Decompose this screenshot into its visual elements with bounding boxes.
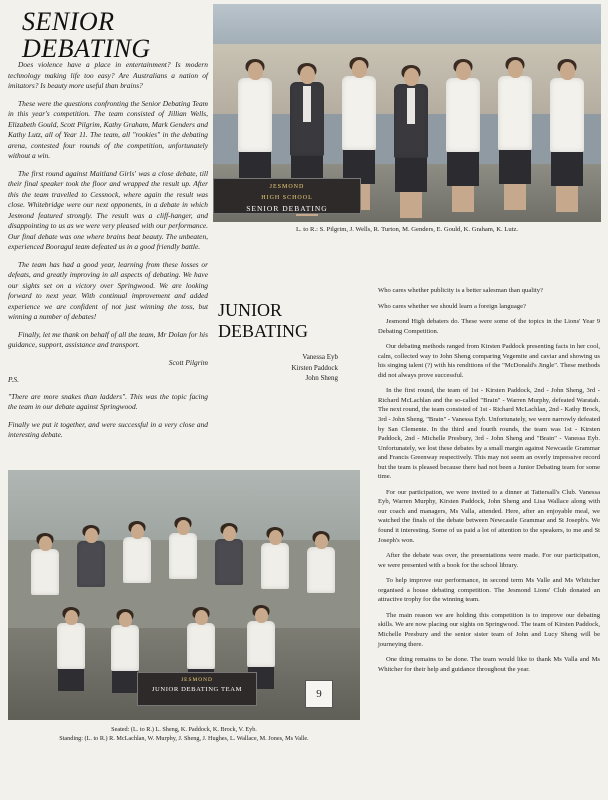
person-head [177,520,190,535]
senior-heading-line1: SENIOR [22,7,115,36]
person-head [315,534,328,549]
person-head [269,530,282,545]
person-head [255,608,268,623]
plaque-team-name: JUNIOR DEBATING TEAM [151,686,243,693]
person-body [342,76,376,150]
person-head [352,60,367,78]
photo-person [547,62,587,212]
person-skirt [447,152,479,186]
person-head [508,60,523,78]
junior-photo-names [8,726,360,744]
person-legs [400,192,422,218]
senior-paragraph: Does violence have a place in entertainment? Is modern technology making life too easy? Are Australians a nation of imitators? Is beauty more useful than brains? [8,60,208,91]
person-body [169,533,197,579]
senior-ps-paragraph: Finally we put it together, and were successful in a very close and interesting debate. [8,419,208,440]
plaque-school-name: JESMOND [181,677,213,683]
person-skirt [499,150,531,184]
junior-author: Vanessa Eyb [302,353,338,361]
senior-paragraph: These were the questions confronting the Senior Debating Team in this year's competition. The team consisted of Jillian Wells, Elizabeth Gould, Scott Pilgrim, Kathy Graham, Mark Genders and Kathy Lutz, all of Year 11. The team, all "rookies" in the debating arena, contested four rounds of the competition, unfortunately without a win. [8,98,208,161]
person-legs [452,186,474,212]
person-body [77,541,105,587]
plaque-team-name: SENIOR DEBATING [246,204,328,213]
junior-paragraph: To help improve our performance, in second term Ms Valle and Ms Whitcher organised a house debating competition. The Jesmond Lions' Club donated an attractive trophy for the winning team. [378,577,600,604]
person-body [187,623,215,669]
photo-person [212,526,246,585]
junior-paragraph: In the first round, the team of 1st - Kirsten Paddock, 2nd - John Sheng, 3rd - Richard McLachlan and the so-called "Brain" - Warren Murphy, defeated Waratah. The next round, the team consisted of 1st - Richard McLachlan, 2nd - Kathy Brock, 3rd - John Sheng, "Brain" - Vanessa Eyb. Unfortunately, we were narrowly defeated by San Clemente. In the third and fourth rounds, the team was 1st - Kirsten Paddock, 2nd - Michelle Presbury, 3rd - John Sheng and "Brain" - Vanessa Eyb. Unfortunately, we lost these debates by a small margin against Newcastle Grammar and Francis Greenway respectively. This may not seem an overly impressive record but the team is pleased because there had not been a Junior Debating team for some time. [378,387,600,481]
person-head [39,536,52,551]
senior-paragraph: The team has had a good year, learning from these losses or defeats, and greatly improving in all aspects of debating. We have our sights set on a victory over Springwood. We are looking forward to next year. With continual improvement and added experience we are confident of not just winning the toss, but winning a number of debates! [8,259,208,322]
photo-person [28,536,62,595]
senior-photo-names: L. to R.: S. Pilgrim, J. Wells, R. Turton, M. Genders, E. Gould, K. Graham, K. Lutz. [295,226,519,233]
person-head [131,524,144,539]
page-number: 9 [305,680,333,708]
person-body [247,621,275,667]
person-body [550,78,584,152]
junior-photo-names-seated: Seated: (L. to R.) L. Sheng, K. Paddock, K. Brock, V. Eyb. [111,726,257,733]
photo-person [258,530,292,589]
person-body [111,625,139,671]
person-body [31,549,59,595]
senior-paragraph: The first round against Maitland Girls' was a close debate, till their final speaker took the floor and wrapped the result up. After this the team travelled to Cessnock, where again the result was close. Whitebridge were our next opponents, in a debate in which Jesmond featured strongly. The result was a cliff-hanger, and disappointing to us as we were very pleased with our performance. Our final debate was one where brains beat beauty. The unbeaten, experienced Booragul team defeated us in a good friendly battle. [8,168,208,252]
junior-author: Kirsten Paddock [291,363,338,372]
person-skirt [112,671,138,693]
photo-person [166,520,200,579]
photo-person [120,524,154,583]
person-head [85,528,98,543]
senior-ps-paragraph: "There are more snakes than ladders". This was the topic facing the team in our debate against Springwood. [8,391,208,412]
plaque-school-name: JESMOND [269,184,305,190]
junior-author: John Sheng [305,374,338,382]
photo-person-seated [54,610,88,691]
person-head [223,526,236,541]
person-head [560,62,575,80]
person-head [300,66,315,84]
person-skirt [395,158,427,192]
junior-paragraph: Who cares whether publicity is a better salesman than quality? [378,287,543,294]
junior-paragraph: Our debating methods ranged from Kirsten Paddock presenting facts in her cool, calm, collected way to John Sheng comparing Vegemite and caviar and showing us his singing talent (?) with his renditions of the "McDonald's Jingle". These methods did not always prove successful. [378,343,600,379]
person-head [248,62,263,80]
senior-heading-line2: DEBATING [22,34,151,64]
person-body [261,543,289,589]
photo-person [74,528,108,587]
photo-person [443,62,483,212]
person-legs [556,186,578,212]
senior-debating-heading [22,8,212,63]
person-legs [504,184,526,210]
senior-debating-article [8,60,208,448]
junior-debating-article [378,286,600,680]
person-body [307,547,335,593]
person-head [119,612,132,627]
person-head [195,610,208,625]
junior-heading-line2: DEBATING [218,320,308,341]
person-body [123,537,151,583]
person-body [290,82,324,156]
junior-author-names [218,352,338,384]
person-body [215,539,243,585]
person-body [238,78,272,152]
junior-paragraph: After the debate was over, the presentations were made. For our participation, we were presented with a book for the school library. [378,552,600,569]
plaque-school-type: HIGH SCHOOL [261,195,313,201]
junior-paragraph: Jesmond High debaters do. These were some of the topics in the Lions' Year 9 Debating Competition. [378,318,600,335]
junior-paragraph: Who cares whether we should learn a foreign language? [378,302,526,310]
person-head [65,610,78,625]
junior-paragraph: One thing remains to be done. The team would like to thank Ms Valla and Ms Whitcher for their help and guidance throughout the year. [378,656,600,673]
photo-person [304,534,338,593]
junior-photo-names-standing: Standing: (L. to R.) R. McLachlan, W. Murphy, J. Sheng, J. Hughes, L. Wallace, M. Jones, Ms Valle. [59,734,309,742]
senior-paragraph: Finally, let me thank on behalf of all the team, Mr Dolan for his guidance, support, assistance and transport. [8,329,208,350]
junior-paragraph: The main reason we are holding this competition is to improve our debating skills. We are now placing our sights on Springwood. The team of Kirsten Paddock, Michelle Presbury and the senior sister team of John and Lucy Sheng will be journeying there. [378,611,600,648]
person-body [57,623,85,669]
junior-paragraph: For our participation, we were invited to a dinner at Tattersall's Club. Vanessa Eyb, Warren Murphy, Kirsten Paddock, John Sheng and Lisa Wallace along with our coach and managers, Ms Valla, attended. Here, after an enjoyable meal, we watched the finals of the debate between Newcastle Grammar and St Joseph's. We found it interesting. Some of us paid a lot of attention to the speakers, to me and St Joseph's won. [378,488,600,544]
photo-person [495,60,535,210]
senior-ps-label: P.S. [8,375,19,385]
person-body [498,76,532,150]
person-skirt [58,669,84,691]
junior-debating-heading [218,300,338,341]
person-body [446,78,480,152]
person-head [456,62,471,80]
person-skirt [551,152,583,186]
person-body [394,84,428,158]
person-head [404,68,419,86]
senior-signature: Scott Pilgrim [168,357,208,367]
senior-photo-caption-plaque [213,178,361,214]
photo-person [391,68,431,218]
junior-photo-caption-plaque [137,672,257,706]
junior-heading-line1: JUNIOR [218,300,283,320]
